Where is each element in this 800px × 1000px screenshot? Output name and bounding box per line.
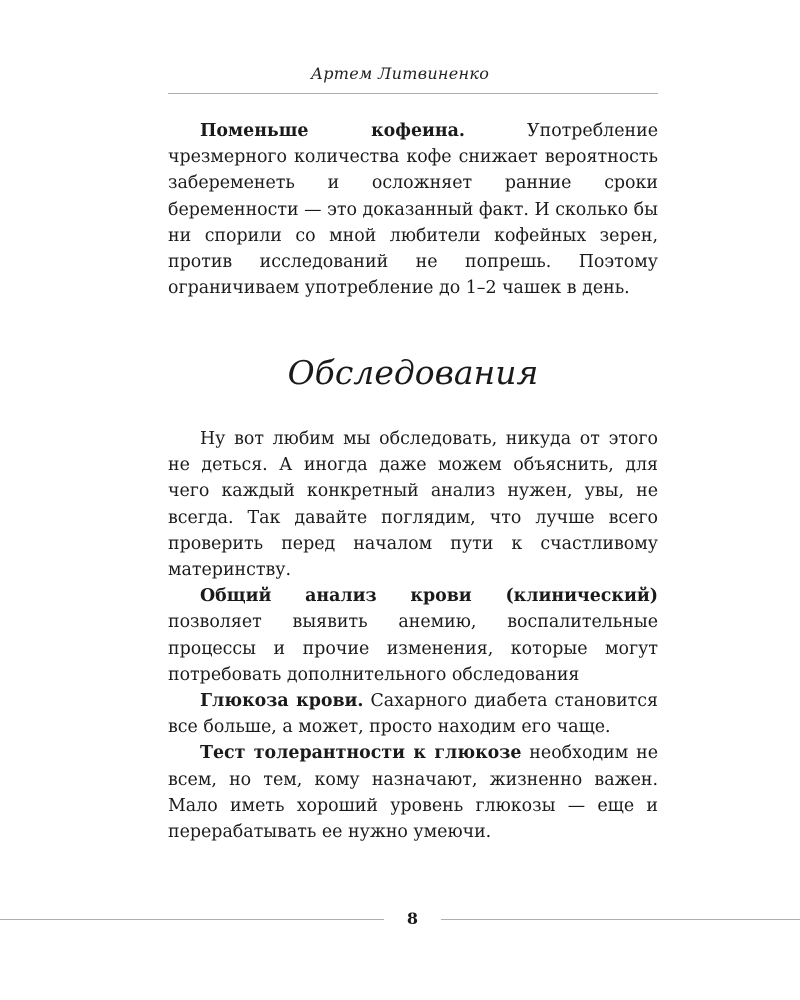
footer-rule-left [0, 919, 384, 920]
section-exams [168, 426, 658, 845]
paragraph-blood-test [168, 583, 658, 688]
paragraph-text: Употребление чрезмерного количества кофе снижает вероятность забеременеть и осложняет ранние сроки беременности — это доказанный факт. И сколько бы ни спорили со мной любители кофейных зерен, против исследований не попрешь. Поэтому ограничиваем употребление до 1–2 чашек в день. [168, 121, 658, 299]
paragraph-intro [168, 426, 658, 583]
paragraph-lead: Общий анализ крови (клинический) [200, 586, 658, 607]
paragraph-lead: Тест толерантности к глюкозе [200, 743, 522, 764]
paragraph-text: позволяет выявить анемию, воспалительные процессы и прочие изменения, которые могут потребовать дополнительного обследования [168, 612, 658, 685]
paragraph-lead: Глюкоза крови. [200, 691, 364, 712]
running-header: Артем Литвиненко [310, 64, 490, 83]
section-heading: Обследования [287, 353, 539, 392]
paragraph-text: Ну вот любим мы обследовать, никуда от этого не деться. А иногда даже можем объяснить, для чего каждый конкретный анализ нужен, увы, не всегда. Так давайте поглядим, что лучше всего проверить перед началом пути к счастливому материнству. [168, 429, 658, 581]
paragraph-caffeine [168, 118, 658, 301]
header-rule [168, 93, 658, 94]
paragraph-text: необходим не всем, но тем, кому назначают, жизненно важен. Мало иметь хороший уровень глюкозы — еще и перерабатывать ее нужно умеючи. [168, 743, 658, 843]
paragraph-lead: Поменьше кофеина. [200, 121, 465, 141]
section-intro [168, 118, 658, 301]
page-number: 8 [406, 909, 419, 928]
paragraph-glucose-tolerance [168, 740, 658, 845]
paragraph-glucose [168, 688, 658, 740]
paragraph-text: Сахарного диабета становится все больше, а может, просто находим его чаще. [168, 691, 658, 738]
footer-rule-right [441, 919, 800, 920]
